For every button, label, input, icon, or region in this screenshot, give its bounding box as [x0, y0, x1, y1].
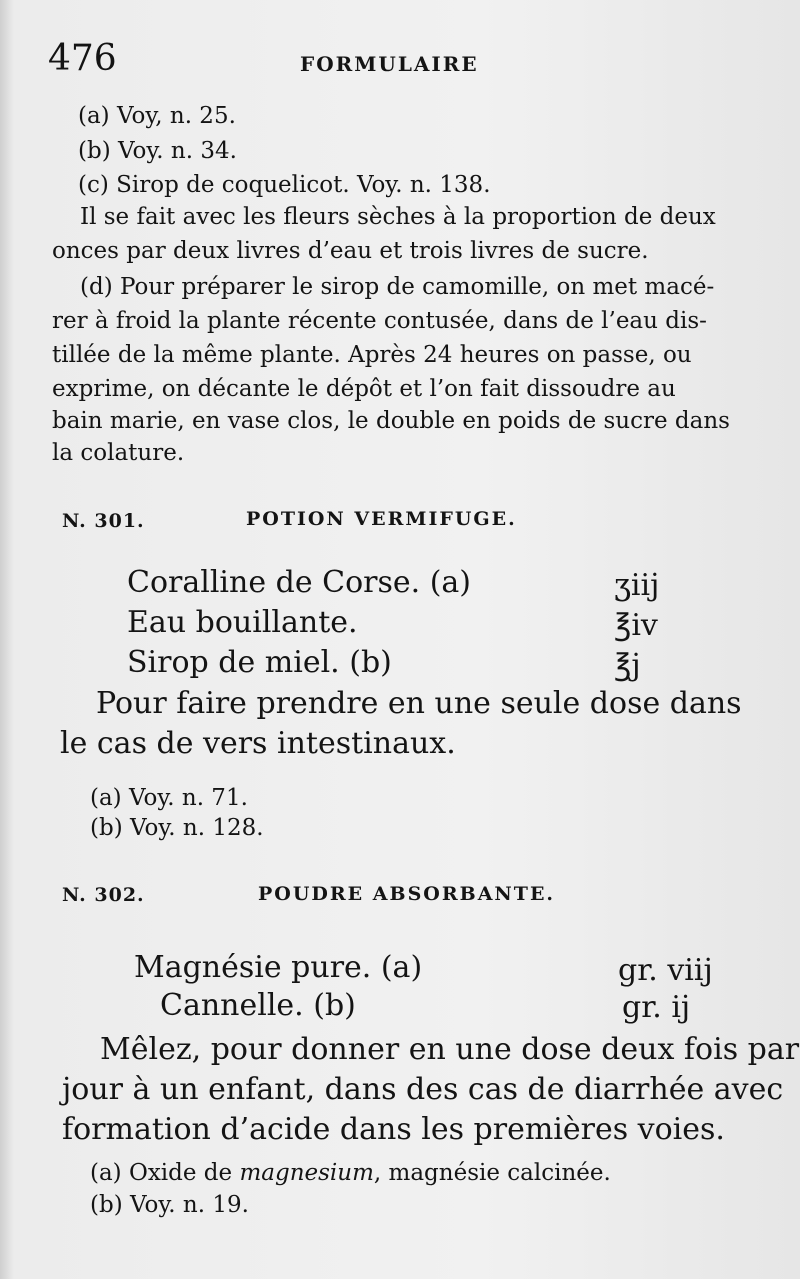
footnote-c-line-2: onces par deux livres d’eau et trois livres de sucre.	[52, 238, 649, 264]
section-301-instruction-1: Pour faire prendre en une seule dose dans	[96, 686, 742, 721]
quantity-sirop: ℥j	[614, 648, 641, 683]
section-301-note-b: (b) Voy. n. 128.	[90, 815, 264, 841]
footnote-c: (c) Sirop de coquelicot. Voy. n. 138.	[78, 172, 491, 198]
footnote-d-line-1: (d) Pour préparer le sirop de camomille, on met macé-	[80, 274, 715, 300]
section-302-note-a-prefix: (a) Oxide de	[90, 1160, 233, 1186]
ingredient-coralline: Coralline de Corse. (a)	[127, 565, 472, 600]
page-number: 476	[48, 38, 117, 79]
section-302-note-a-italic: magnesium	[239, 1160, 374, 1186]
footnote-a: (a) Voy, n. 25.	[78, 103, 236, 129]
section-302-note-b: (b) Voy. n. 19.	[90, 1192, 249, 1218]
section-302-note-a	[90, 1160, 611, 1186]
section-301-title: POTION VERMIFUGE.	[246, 508, 517, 530]
quantity-magnesie: gr. viij	[618, 953, 713, 988]
ingredient-cannelle: Cannelle. (b)	[160, 988, 356, 1023]
quantity-coralline: ʒiij	[614, 568, 660, 603]
section-301-instruction-2: le cas de vers intestinaux.	[60, 726, 456, 761]
quantity-eau: ℥iv	[614, 608, 658, 643]
section-302-instruction-2: jour à un enfant, dans des cas de diarrhée avec	[62, 1072, 784, 1107]
section-302-instruction-1: Mêlez, pour donner en une dose deux fois par	[100, 1032, 800, 1067]
section-301-number: N. 301.	[62, 510, 145, 532]
section-301-note-a: (a) Voy. n. 71.	[90, 785, 248, 811]
footnote-b: (b) Voy. n. 34.	[78, 138, 237, 164]
footnote-c-line-1: Il se fait avec les fleurs sèches à la proportion de deux	[80, 204, 716, 230]
ingredient-eau: Eau bouillante.	[127, 605, 358, 640]
footnote-d-line-2: rer à froid la plante récente contusée, dans de l’eau dis-	[52, 308, 707, 334]
footnote-d-line-6: la colature.	[52, 440, 185, 466]
section-302-instruction-3: formation d’acide dans les premières voies.	[62, 1112, 725, 1147]
section-302-title: POUDRE ABSORBANTE.	[258, 883, 556, 905]
running-title: FORMULAIRE	[300, 52, 479, 76]
footnote-d-line-5: bain marie, en vase clos, le double en poids de sucre dans	[52, 408, 730, 434]
footnote-d-line-3: tillée de la même plante. Après 24 heures on passe, ou	[52, 342, 692, 368]
ingredient-magnesie: Magnésie pure. (a)	[134, 950, 423, 985]
section-302-number: N. 302.	[62, 884, 145, 906]
quantity-cannelle: gr. ij	[622, 990, 691, 1025]
footnote-d-line-4: exprime, on décante le dépôt et l’on fait dissoudre au	[52, 376, 676, 402]
ingredient-sirop: Sirop de miel. (b)	[127, 645, 392, 680]
section-302-note-a-suffix: , magnésie calcinée.	[373, 1160, 611, 1186]
